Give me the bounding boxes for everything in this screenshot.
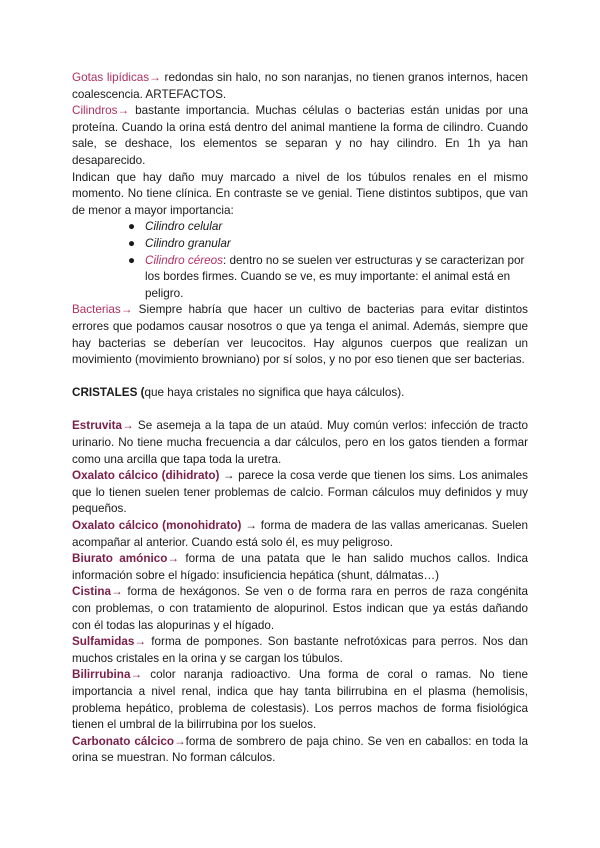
term-cilindros: Cilindros→ xyxy=(72,104,130,118)
list-item xyxy=(128,253,528,303)
heading-cristales-note: que haya cristales no significa que haya cálculos). xyxy=(144,386,405,400)
crystal-term: Biurato amónico→ xyxy=(72,552,180,566)
text-bacterias: Siempre habría que hacer un cultivo de bacterias para evitar distintos errores que podamos causar nosotros o que ya tenga el animal. Además, siempre que hay bacterias se deberían ver leucocitos. Hay algunos cuerpos que realizan un movimiento (movimiento browniano) por sí solos, y no por eso tienen que ser bacterias. xyxy=(72,303,528,367)
term-gotas: Gotas lipídicas→ xyxy=(72,71,161,84)
subtypes-list xyxy=(72,219,528,302)
crystal-term: Cistina→ xyxy=(72,585,123,599)
crystal-term: Estruvita→ xyxy=(72,419,134,433)
subtype-name: Cilindro granular xyxy=(145,236,231,250)
crystal-term: Carbonato cálcico→ xyxy=(72,734,186,748)
crystal-text: Se asemeja a la tapa de un ataúd. Muy común verlos: infección de tracto urinario. No tiene mucha frecuencia a dar cálculos, pero en los gatos tienden a formar como una arcilla que tapa toda la uretra. xyxy=(72,419,528,466)
crystal-term: Oxalato cálcico (monohidrato) xyxy=(72,519,242,533)
list-item xyxy=(128,236,528,253)
spacer xyxy=(72,402,528,419)
crystal-text: forma de sombrero de paja chino. Se ven en caballos: en toda la orina se muestran. No forman cálculos. xyxy=(72,734,528,765)
list-item xyxy=(128,219,528,236)
bullet-icon: ● xyxy=(128,236,136,250)
crystal-text: forma de una patata que le han salido muchos callos. Indica información sobre el hígado: insuficiencia hepática (shunt, dálmatas…) xyxy=(72,552,528,582)
bullet-icon: ● xyxy=(128,253,136,267)
paragraph-crystal xyxy=(72,734,528,767)
crystal-term: Sulfamidas→ xyxy=(72,635,147,649)
text-gotas: redondas sin halo, no son naranjas, no tienen granos internos, hacen coalescencia. ARTEFACTOS. xyxy=(72,71,528,101)
heading-cristales-title: CRISTALES ( xyxy=(72,386,145,400)
crystal-text: forma de hexágonos. Se ven o de forma rara en perros de raza congénita con problemas, o con tratamiento de alopurinol. Estos indican que ya estás dañando con él todas las alopurinas y el hígado. xyxy=(72,585,528,632)
paragraph-crystal xyxy=(72,418,528,468)
crystal-term: Oxalato cálcico (dihidrato) xyxy=(72,469,220,483)
subtype-name: Cilindro celular xyxy=(145,220,223,234)
crystal-text: color naranja radioactivo. Una forma de coral o ramas. No tiene importancia a nivel renal, indica que hay tanta bilirrubina en el plasma (hemolisis, problema hepático, problema de colestasis). Los perros machos de forma fisiológica tienen el umbral de la bilirrubina por los suelos. xyxy=(72,668,528,732)
subtype-name: Cilindro céreos xyxy=(145,253,223,267)
paragraph-gotas xyxy=(72,70,528,103)
term-bacterias: Bacterias→ xyxy=(72,303,133,317)
text-cilindros: bastante importancia. Muchas células o bacterias están unidas por una proteína. Cuando la orina está dentro del animal mantiene la forma de cilindro. Cuando sale, se deshace, los elementos se separan y no hay cilindro. En 1h ya han desaparecido. xyxy=(72,104,528,167)
bullet-icon: ● xyxy=(128,220,136,234)
paragraph-crystal xyxy=(72,468,528,518)
paragraph-crystal xyxy=(72,667,528,733)
crystal-term: Bilirrubina→ xyxy=(72,668,143,682)
paragraph-cilindros xyxy=(72,103,528,169)
paragraph-crystal xyxy=(72,584,528,634)
paragraph-bacterias xyxy=(72,302,528,368)
heading-cristales xyxy=(72,385,528,402)
paragraph-crystal xyxy=(72,518,528,551)
paragraph-cilindros-2: Indican que hay daño muy marcado a nivel de los túbulos renales en el mismo momento. No tiene clínica. En contraste se ve genial. Tiene distintos subtipos, que van de menor a mayor importancia: xyxy=(72,170,528,217)
spacer xyxy=(72,369,528,386)
crystal-text: forma de pompones. Son bastante nefrotóxicas para perros. Nos dan muchos cristales en la orina y se cargan los túbulos. xyxy=(72,635,528,665)
crystal-text: → forma de madera de las vallas americanas. Suelen acompañar al anterior. Cuando está solo él, es muy peligroso. xyxy=(72,519,528,549)
subtype-rest: : dentro no se suelen ver estructuras y se caracterizan por los bordes firmes. Cuando se ve, es muy importante: el animal está en peligro. xyxy=(145,253,525,300)
paragraph-crystal xyxy=(72,551,528,584)
paragraph-crystal xyxy=(72,634,528,667)
crystal-text: → parece la cosa verde que tienen los sims. Los animales que lo tienen suelen tener problemas de calcio. Forman cálculos muy definidos y muy pequeños. xyxy=(72,469,528,516)
document-page xyxy=(72,70,528,767)
